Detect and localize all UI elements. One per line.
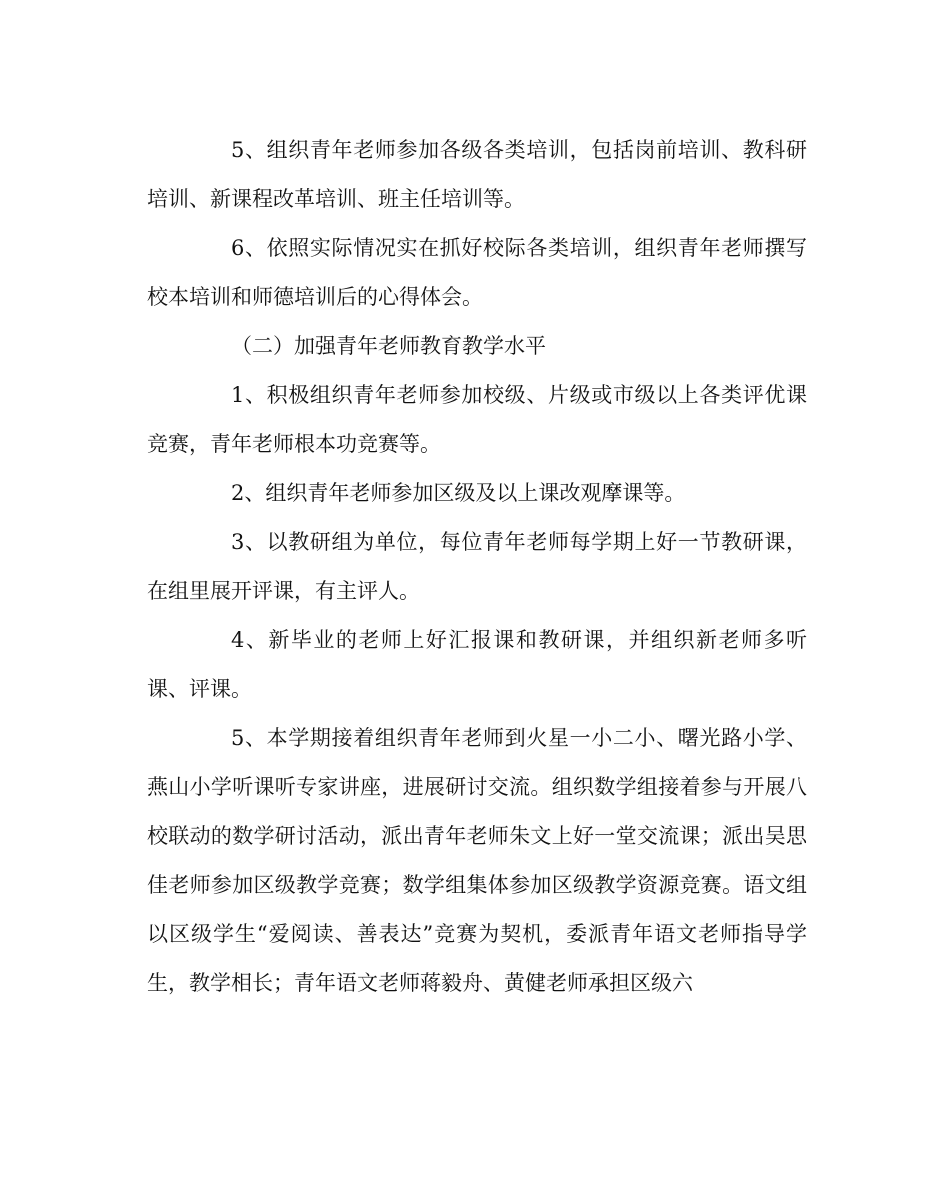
- paragraph-item-4: 4、新毕业的老师上好汇报课和教研课，并组织新老师多听课、评课。: [147, 628, 807, 701]
- paragraph-item-5: 5、本学期接着组织青年老师到火星一小二小、曙光路小学、燕山小学听课听专家讲座，进展研讨交流。组织数学组接着参与开展八校联动的数学研讨活动，派出青年老师朱文上好一堂交流课；派出吴思佳老师参加区级教学竞赛；数学组集体参加区级教学资源竞赛。语文组以区级学生“爱阅读、善表达”竞赛为契机，委派青年语文老师指导学生，教学相长；青年语文老师蒋毅舟、黄健老师承担区级六: [147, 726, 807, 995]
- paragraph-training-6: 6、依照实际情况实在抓好校际各类培训，组织青年老师撰写校本培训和师德培训后的心得体会。: [147, 236, 807, 309]
- paragraph-training-5: 5、组织青年老师参加各级各类培训，包括岗前培训、教科研培训、新课程改革培训、班主任培训等。: [147, 138, 807, 211]
- paragraph-item-1: 1、积极组织青年老师参加校级、片级或市级以上各类评优课竞赛，青年老师根本功竞赛等。: [147, 383, 807, 456]
- document-body: [147, 126, 807, 1008]
- section-heading: （二）加强青年老师教育教学水平: [231, 334, 546, 358]
- paragraph-item-3: 3、以教研组为单位，每位青年老师每学期上好一节教研课，在组里展开评课，有主评人。: [147, 530, 807, 603]
- paragraph-item-2: 2、组织青年老师参加区级及以上课改观摩课等。: [231, 481, 686, 505]
